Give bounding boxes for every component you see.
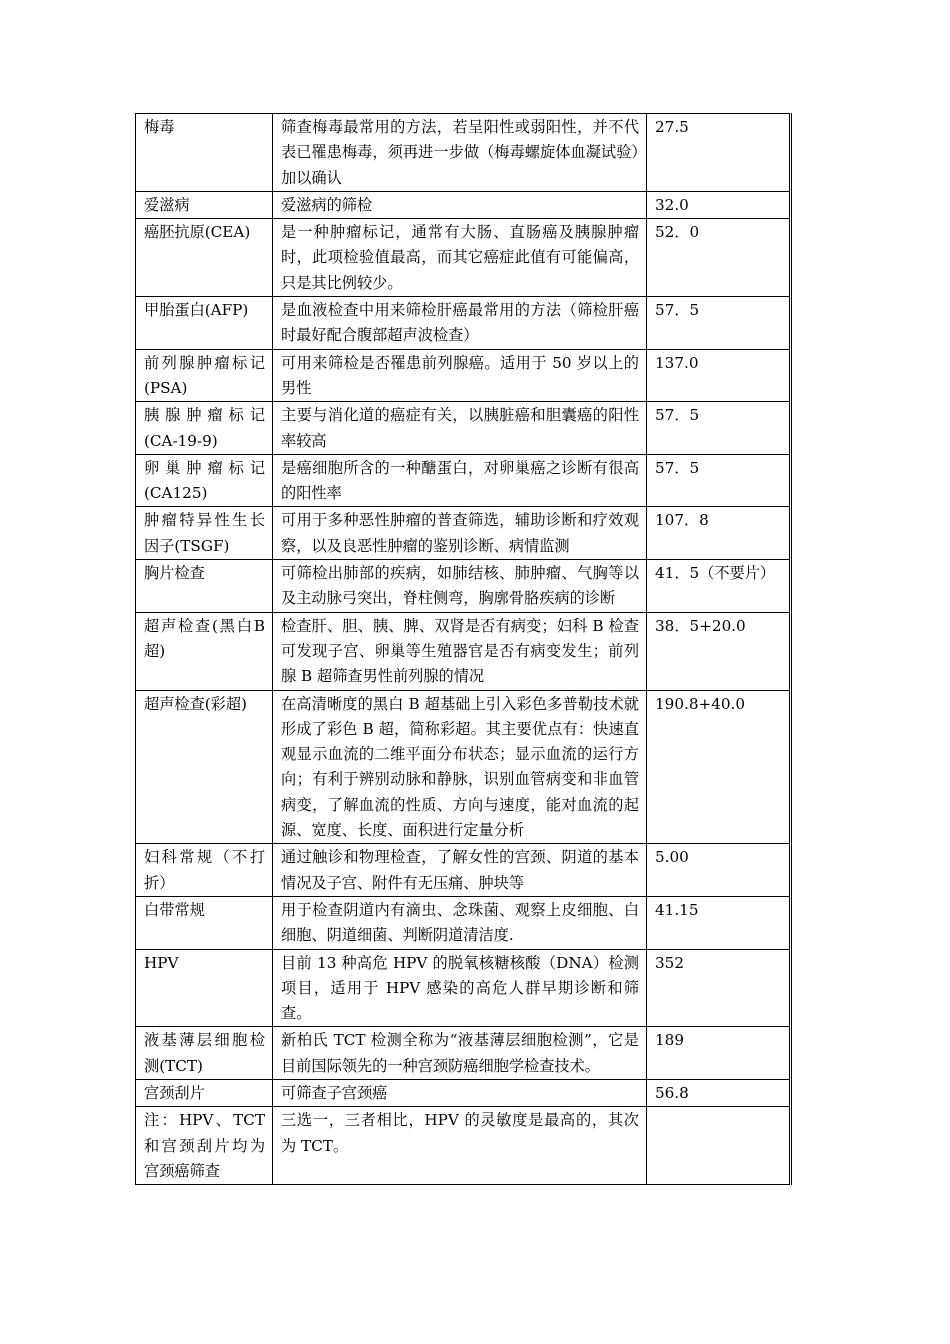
exam-price-cell: 27.5 (647, 114, 791, 192)
table-row (136, 114, 791, 192)
exam-item-cell: 前列腺肿瘤标记(PSA) (136, 349, 273, 402)
exam-item-cell: 肿瘤特异性生长因子(TSGF) (136, 507, 273, 560)
table-row (136, 612, 791, 690)
exam-price-table (135, 113, 792, 1185)
exam-price-cell: 137.0 (647, 349, 791, 402)
table-row (136, 1027, 791, 1080)
exam-price-cell: 190.8+40.0 (647, 690, 791, 844)
exam-description-cell: 是血液检查中用来筛检肝癌最常用的方法（筛检肝癌时最好配合腹部超声波检查） (273, 297, 647, 350)
table-row (136, 454, 791, 507)
exam-description-cell: 用于检查阴道内有滴虫、念珠菌、观察上皮细胞、白细胞、阴道细菌、判断阴道清洁度. (273, 896, 647, 949)
table-row (136, 297, 791, 350)
exam-price-cell: 57．5 (647, 402, 791, 455)
exam-price-cell: 57．5 (647, 454, 791, 507)
exam-item-cell: 胰腺肿瘤标记(CA-19-9) (136, 402, 273, 455)
table-row (136, 949, 791, 1027)
table-row (136, 690, 791, 844)
exam-price-cell: 56.8 (647, 1079, 791, 1106)
exam-price-cell: 41．5（不要片） (647, 560, 791, 613)
exam-description-cell: 新柏氏 TCT 检测全称为“液基薄层细胞检测”，它是目前国际领先的一种宫颈防癌细胞学检查技术。 (273, 1027, 647, 1080)
exam-price-cell: 57．5 (647, 297, 791, 350)
exam-description-cell: 检查肝、胆、胰、脾、双肾是否有病变；妇科 B 检查可发现子宫、卵巢等生殖器官是否有病变发生；前列腺 B 超筛查男性前列腺的情况 (273, 612, 647, 690)
exam-item-cell: HPV (136, 949, 273, 1027)
table-row (136, 560, 791, 613)
exam-price-cell: 38．5+20.0 (647, 612, 791, 690)
exam-price-cell: 5.00 (647, 844, 791, 897)
exam-price-table-container (135, 113, 792, 1185)
table-row (136, 844, 791, 897)
exam-price-cell: 52．0 (647, 219, 791, 297)
table-row (136, 191, 791, 218)
table-row (136, 507, 791, 560)
table-row (136, 402, 791, 455)
exam-note-description-cell: 三选一，三者相比，HPV 的灵敏度是最高的，其次为 TCT。 (273, 1107, 647, 1185)
exam-description-cell: 主要与消化道的癌症有关，以胰脏癌和胆囊癌的阳性率较高 (273, 402, 647, 455)
exam-price-cell (647, 1107, 791, 1185)
exam-item-cell: 爱滋病 (136, 191, 273, 218)
exam-item-cell: 超声检查(彩超) (136, 690, 273, 844)
exam-item-cell: 白带常规 (136, 896, 273, 949)
exam-description-cell: 可筛检出肺部的疾病，如肺结核、肺肿瘤、气胸等以及主动脉弓突出，脊柱侧弯，胸廓骨胳疾病的诊断 (273, 560, 647, 613)
exam-description-cell: 可筛查子宫颈癌 (273, 1079, 647, 1106)
exam-description-cell: 可用来筛检是否罹患前列腺癌。适用于 50 岁以上的男性 (273, 349, 647, 402)
exam-item-cell: 超声检查(黑白B 超) (136, 612, 273, 690)
exam-price-cell: 107．8 (647, 507, 791, 560)
exam-note-cell: 注：HPV、TCT和宫颈刮片均为宫颈癌筛查 (136, 1107, 273, 1185)
exam-price-cell: 41.15 (647, 896, 791, 949)
exam-item-cell: 妇科常规（不打折） (136, 844, 273, 897)
table-row (136, 1107, 791, 1185)
exam-description-cell: 筛查梅毒最常用的方法，若呈阳性或弱阳性，并不代表已罹患梅毒，须再进一步做（梅毒螺旋体血凝试验）加以确认 (273, 114, 647, 192)
exam-description-cell: 目前 13 种高危 HPV 的脱氧核糖核酸（DNA）检测项目，适用于 HPV 感染的高危人群早期诊断和筛查。 (273, 949, 647, 1027)
exam-item-cell: 宫颈刮片 (136, 1079, 273, 1106)
exam-item-cell: 胸片检查 (136, 560, 273, 613)
exam-item-cell: 甲胎蛋白(AFP) (136, 297, 273, 350)
table-row (136, 1079, 791, 1106)
exam-item-cell: 卵巢肿瘤标记(CA125) (136, 454, 273, 507)
exam-price-cell: 352 (647, 949, 791, 1027)
exam-price-cell: 189 (647, 1027, 791, 1080)
exam-description-cell: 爱滋病的筛检 (273, 191, 647, 218)
exam-description-cell: 是一种肿瘤标记，通常有大肠、直肠癌及胰腺肿瘤时，此项检验值最高，而其它癌症此值有可能偏高，只是其比例较少。 (273, 219, 647, 297)
table-row (136, 896, 791, 949)
exam-description-cell: 是癌细胞所含的一种醣蛋白，对卵巢癌之诊断有很高的阳性率 (273, 454, 647, 507)
exam-description-cell: 可用于多种恶性肿瘤的普查筛选，辅助诊断和疗效观察，以及良恶性肿瘤的鉴别诊断、病情监测 (273, 507, 647, 560)
exam-description-cell: 通过触诊和物理检查，了解女性的宫颈、阴道的基本情况及子宫、附件有无压痛、肿块等 (273, 844, 647, 897)
exam-item-cell: 癌胚抗原(CEA) (136, 219, 273, 297)
exam-description-cell: 在高清晰度的黑白 B 超基础上引入彩色多普勒技术就形成了彩色 B 超，简称彩超。其主要优点有：快速直观显示血流的二维平面分布状态；显示血流的运行方向；有利于辨别动脉和静脉，识别血管病变和非血管病变，了解血流的性质、方向与速度，能对血流的起源、宽度、长度、面积进行定量分析 (273, 690, 647, 844)
table-row (136, 349, 791, 402)
table-row (136, 219, 791, 297)
exam-price-cell: 32.0 (647, 191, 791, 218)
exam-item-cell: 液基薄层细胞检测(TCT) (136, 1027, 273, 1080)
exam-item-cell: 梅毒 (136, 114, 273, 192)
